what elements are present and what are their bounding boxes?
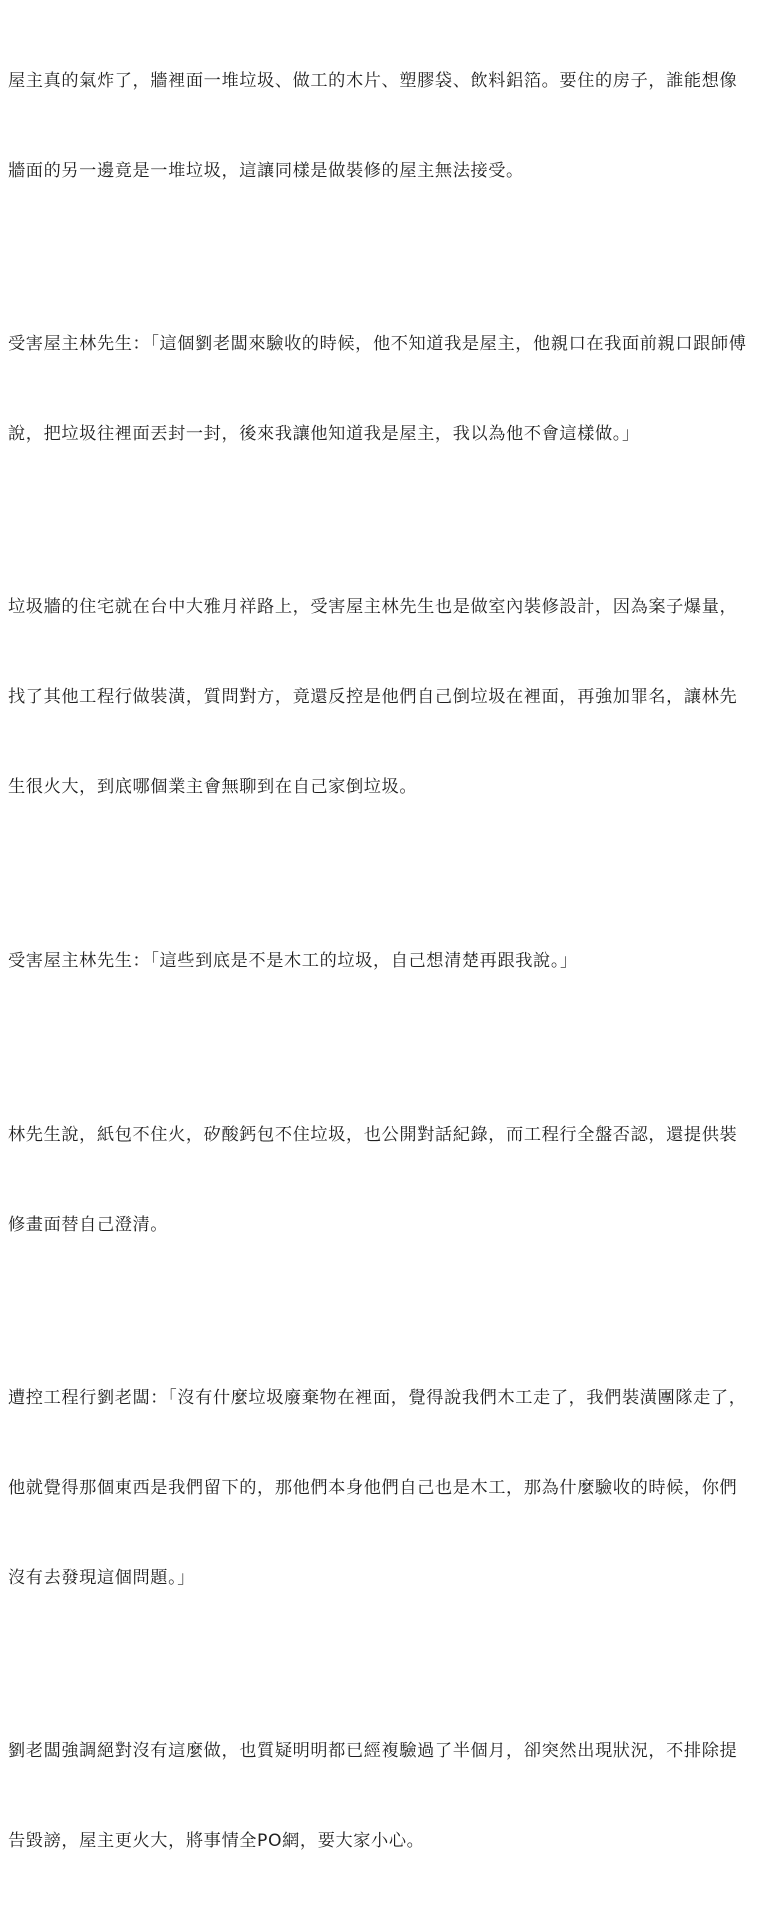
paragraph-line: 生很火大，到底哪個業主會無聊到在自己家倒垃圾。 bbox=[8, 777, 418, 797]
paragraph-line: 找了其他工程行做裝潢，質問對方，竟還反控是他們自己倒垃圾在裡面，再強加罪名，讓林先 bbox=[8, 687, 738, 707]
article-paragraph bbox=[8, 1676, 766, 1916]
article-paragraph bbox=[8, 532, 766, 862]
paragraph-line: 林先生說，紙包不住火，矽酸鈣包不住垃圾，也公開對話紀錄，而工程行全盤否認，還提供裝 bbox=[8, 1125, 738, 1145]
paragraph-line: 說，把垃圾往裡面丟封一封，後來我讓他知道我是屋主，我以為他不會這樣做。」 bbox=[8, 424, 640, 444]
paragraph-line: 屋主真的氣炸了，牆裡面一堆垃圾、做工的木片、塑膠袋、飲料鋁箔。要住的房子，誰能想像 bbox=[8, 71, 738, 91]
news-article-body bbox=[8, 6, 766, 1916]
paragraph-line: 修畫面替自己澄清。 bbox=[8, 1215, 169, 1235]
paragraph-line: 告毀謗，屋主更火大，將事情全PO網，要大家小心。 bbox=[8, 1831, 425, 1851]
article-paragraph bbox=[8, 269, 766, 509]
article-paragraph bbox=[8, 886, 766, 1036]
paragraph-line: 沒有去發現這個問題。」 bbox=[8, 1568, 196, 1588]
paragraph-line: 受害屋主林先生：「這個劉老闆來驗收的時候，他不知道我是屋主，他親口在我面前親口跟師傅 bbox=[8, 334, 747, 354]
paragraph-line: 垃圾牆的住宅就在台中大雅月祥路上，受害屋主林先生也是做室內裝修設計，因為案子爆量， bbox=[8, 597, 738, 617]
article-paragraph bbox=[8, 1060, 766, 1300]
paragraph-line: 劉老闆強調絕對沒有這麼做，也質疑明明都已經複驗過了半個月，卻突然出現狀況，不排除提 bbox=[8, 1741, 738, 1761]
paragraph-line: 牆面的另一邊竟是一堆垃圾，這讓同樣是做裝修的屋主無法接受。 bbox=[8, 161, 524, 181]
article-paragraph bbox=[8, 1323, 766, 1653]
paragraph-line: 受害屋主林先生：「這些到底是不是木工的垃圾，自己想清楚再跟我說。」 bbox=[8, 951, 578, 971]
article-paragraph bbox=[8, 6, 766, 246]
paragraph-line: 遭控工程行劉老闆：「沒有什麼垃圾廢棄物在裡面，覺得說我們木工走了，我們裝潢團隊走了， bbox=[8, 1388, 747, 1408]
paragraph-line: 他就覺得那個東西是我們留下的，那他們本身他們自己也是木工，那為什麼驗收的時候，你們 bbox=[8, 1478, 738, 1498]
